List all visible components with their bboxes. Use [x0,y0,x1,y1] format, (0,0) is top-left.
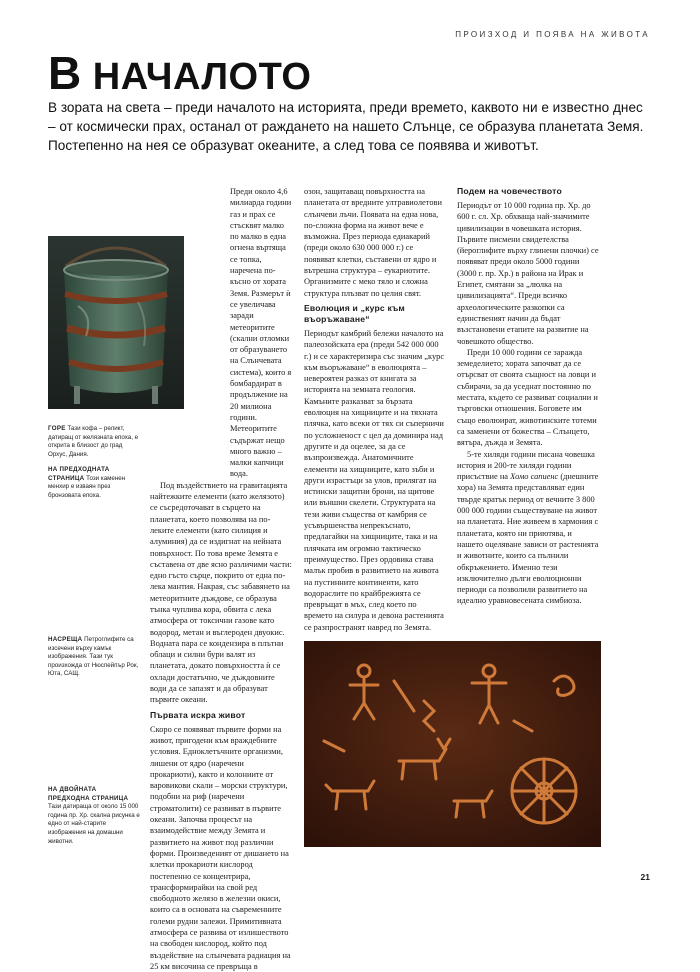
caption-opposite [48,636,140,679]
col1-paragraph-1: Преди около 4,6 милиарда години газ и прах се стъсквят малко по малко в една огнена въртяща се топка, наречена по-късно от хората Земя. Размерът ѝ се увеличава заради метеоритите (скални отломки от образуването на Слънчевата система), които я бомбардират в продължение на 20 милиона години. Метеоритите съдържат нещо много важно – малки капчици вода. [230,187,292,479]
petroglyph-illustration [304,641,601,847]
col3-p3-before: 5-те хиляди години писана човешка история и 200-те хиляди години присъствие на [457,449,595,482]
caption-previous-page-text: Този каменен менхир е изваян през бронзовата епоха. [48,474,126,499]
col2-paragraph-2: Периодът камбрий бележи началото на палеозойската ера (преди 542 000 000 г.) и се характеризира със значим „курс към въоръжаване“ в еволюцията – невероятен разказ от книгата за историята на земната геология. Камъните разказват за бързата еволюция на хищниците и на тяхната плячка, като всеки от тях си съперничи по усложненост с цел да доминира над другите и да оцелее, за да се възпроизвежда. Анатомичните елементи на хищниците, като зъби и други израстъци за улов, прилягат на истински защитни брони, на щитове или външни скелети. Структурата на тези живи същества от камбрия се усъвършенства непрекъснато, предлагайки на хищниците, така и на плячката им огромно тактическо преимущество. През ордовика става малък пробив в развитието на живота на пустинните континенти, като водораслите по крайбрежията се превръщат в мъх, след което по времето на силура и девона растенията се разпространят навред по Земята. [304,328,445,632]
petroglyph-rock-photo [304,641,601,847]
section-heading-evolution: Еволюция и „курс към въоръжаване“ [304,302,405,324]
title-rest: НАЧАЛОТО [81,56,312,98]
text-column-3 [457,186,600,630]
col3-paragraph-2: Преди 10 000 години се заражда земеделието; хората започват да се отърсват от своята същност на ловци и събирачи, за да уседнат постоянно по местата, където се развиват социални и търговски отношения. Боговете им също еволюират, животинските тотеми са заменени от божества – Слънцето, вятъра, дъжда и Земята. [457,347,598,448]
lead-paragraph: В зората на света – преди началото на историята, преди времето, каквото ни е известно днес – от космически прах, останал от раждането на нашето Слънце, се образува планетата Земя. Постепенно на нея се образуват океаните, а след това се появява и животът. [48,100,644,153]
caption-opposite-text: Петроглифите са изсечени върху камък изображения. Тази тук произхожда от Нюспейпър Рок, Юта, САЩ. [48,636,139,678]
col3-paragraph-1: Периодът от 10 000 година пр. Хр. до 600 г. сл. Хр. обхваща най-значимите цивилизации в човешката история. Първите писмени свидетелства (йероглифите върху глинени плочки) се появяват преди около 5000 години (3000 г. пр. Хр.) в района на Ирак и Египет, смятани за „люлка на цивилизацията“. Преди всичко археологическите разкопки са единственият начин да бъдат възстановени етапите на развитие на човешкото общество. [457,201,599,346]
text-column-2 [304,186,445,630]
caption-double-page-text: Тази датираща от около 15 000 година пр. Хр. скална рисунка е едно от най-старите изображения на домашни животни. [48,803,140,845]
caption-top-text: Тази кофа – реликт, датиращ от желязната епоха, е открита в близост до град Орхус, Дания. [48,425,139,458]
section-heading-humanity: Подем на човечеството [457,186,562,196]
col3-paragraph-3 [457,449,600,607]
section-heading-first-spark: Първата искра живот [150,709,246,720]
col2-paragraph-1: озон, защитаващ повърхността на планетата от вредните ултравиолетови слънчеви лъчи. Появата на една нова, по-сложна форма на живот вече е възможна. През периода едиакарий (преди около 630 000 000 г.) се появяват клетки, съставени от ядро и вътрешна структура – еукариотите. Организмите с меко тяло и сложна структура плъзват по целия свят. [304,187,442,298]
caption-top [48,425,140,459]
page-title [48,47,312,100]
caption-double-page-label: НА ДВОЙНАТА ПРЕДХОДНА СТРАНИЦА [48,786,129,802]
col1-paragraph-3: Скоро се появяват първите форми на живот, пригодени към враждебните условия. Едноклетъчните организми, лишени от ядро (наречени прокариоти), както и колониите от варовикови скали – морски структури, подобни на риф (наречени строматолити) се развиват в първите океани. Започва процесът на взаимодействие между Земята и развитието на живот под различни форми. Произведеният от дишането на клетки прокариоти кислород постепенно се концентрира, трансформирайки на свой ред свободното желязо в железни окиси, които са в основата на съвременните големи рудни залежи. Примитивната атмосфера се развива от излишеството на свободен кислород, който под въздействие на слънчевата радиация на 25 км височина се превръща в [150,724,291,971]
col1-paragraph-2: Под въздействието на гравитацията найтежките елементи (като желязото) се съсредоточават в сърцето на планетата, което позволява на по-леките елементи (като силиция и алуминия) да се издигнат на нейната повърхност. По това време Земята е съставена от две ясно различими части: едно гъсто сърце, покрито от една по-лека мантия. Накрая, със забавянето на метеоритните дъждове, се образува тънка чуплива кора, обвита с лека атмосфера от токсични газове като водород, метан и въглероден двуокис. Водната пара се кондензира в плътни облаци и силни бури валят из планетата, докато повърхността ѝ се охлади достатъчно, че дъждовните води да се запазят и да образуват първите океани. [150,480,292,705]
caption-previous-page-label: НА ПРЕДХОДНАТА СТРАНИЦА [48,466,110,482]
col3-p3-after: (днешните хора) на Земята представляват един твърде кратък период от вечните 3 800 000 000 години съществуване на живот на планетата. Ние живеем в хармония с планетата, която ни приютява, и нашето оцеляване зависи от растенията и животните, които са пълнили обкръжението. Именно тези изключително дълги еволюционни периоди са позволили развитието на идеално уравновесената симбиоза. [457,472,599,606]
caption-double-page [48,786,140,846]
caption-top-label: ГОРЕ [48,425,66,432]
caption-previous-page [48,466,140,500]
caption-opposite-label: НАСРЕЩА [48,636,83,643]
page-number: 21 [640,872,650,882]
homo-sapiens-term: Хомо сапиенс [510,472,559,482]
text-column-1 [150,186,292,971]
title-initial: В [48,47,82,99]
running-head: ПРОИЗХОД И ПОЯВА НА ЖИВОТА [455,30,650,39]
